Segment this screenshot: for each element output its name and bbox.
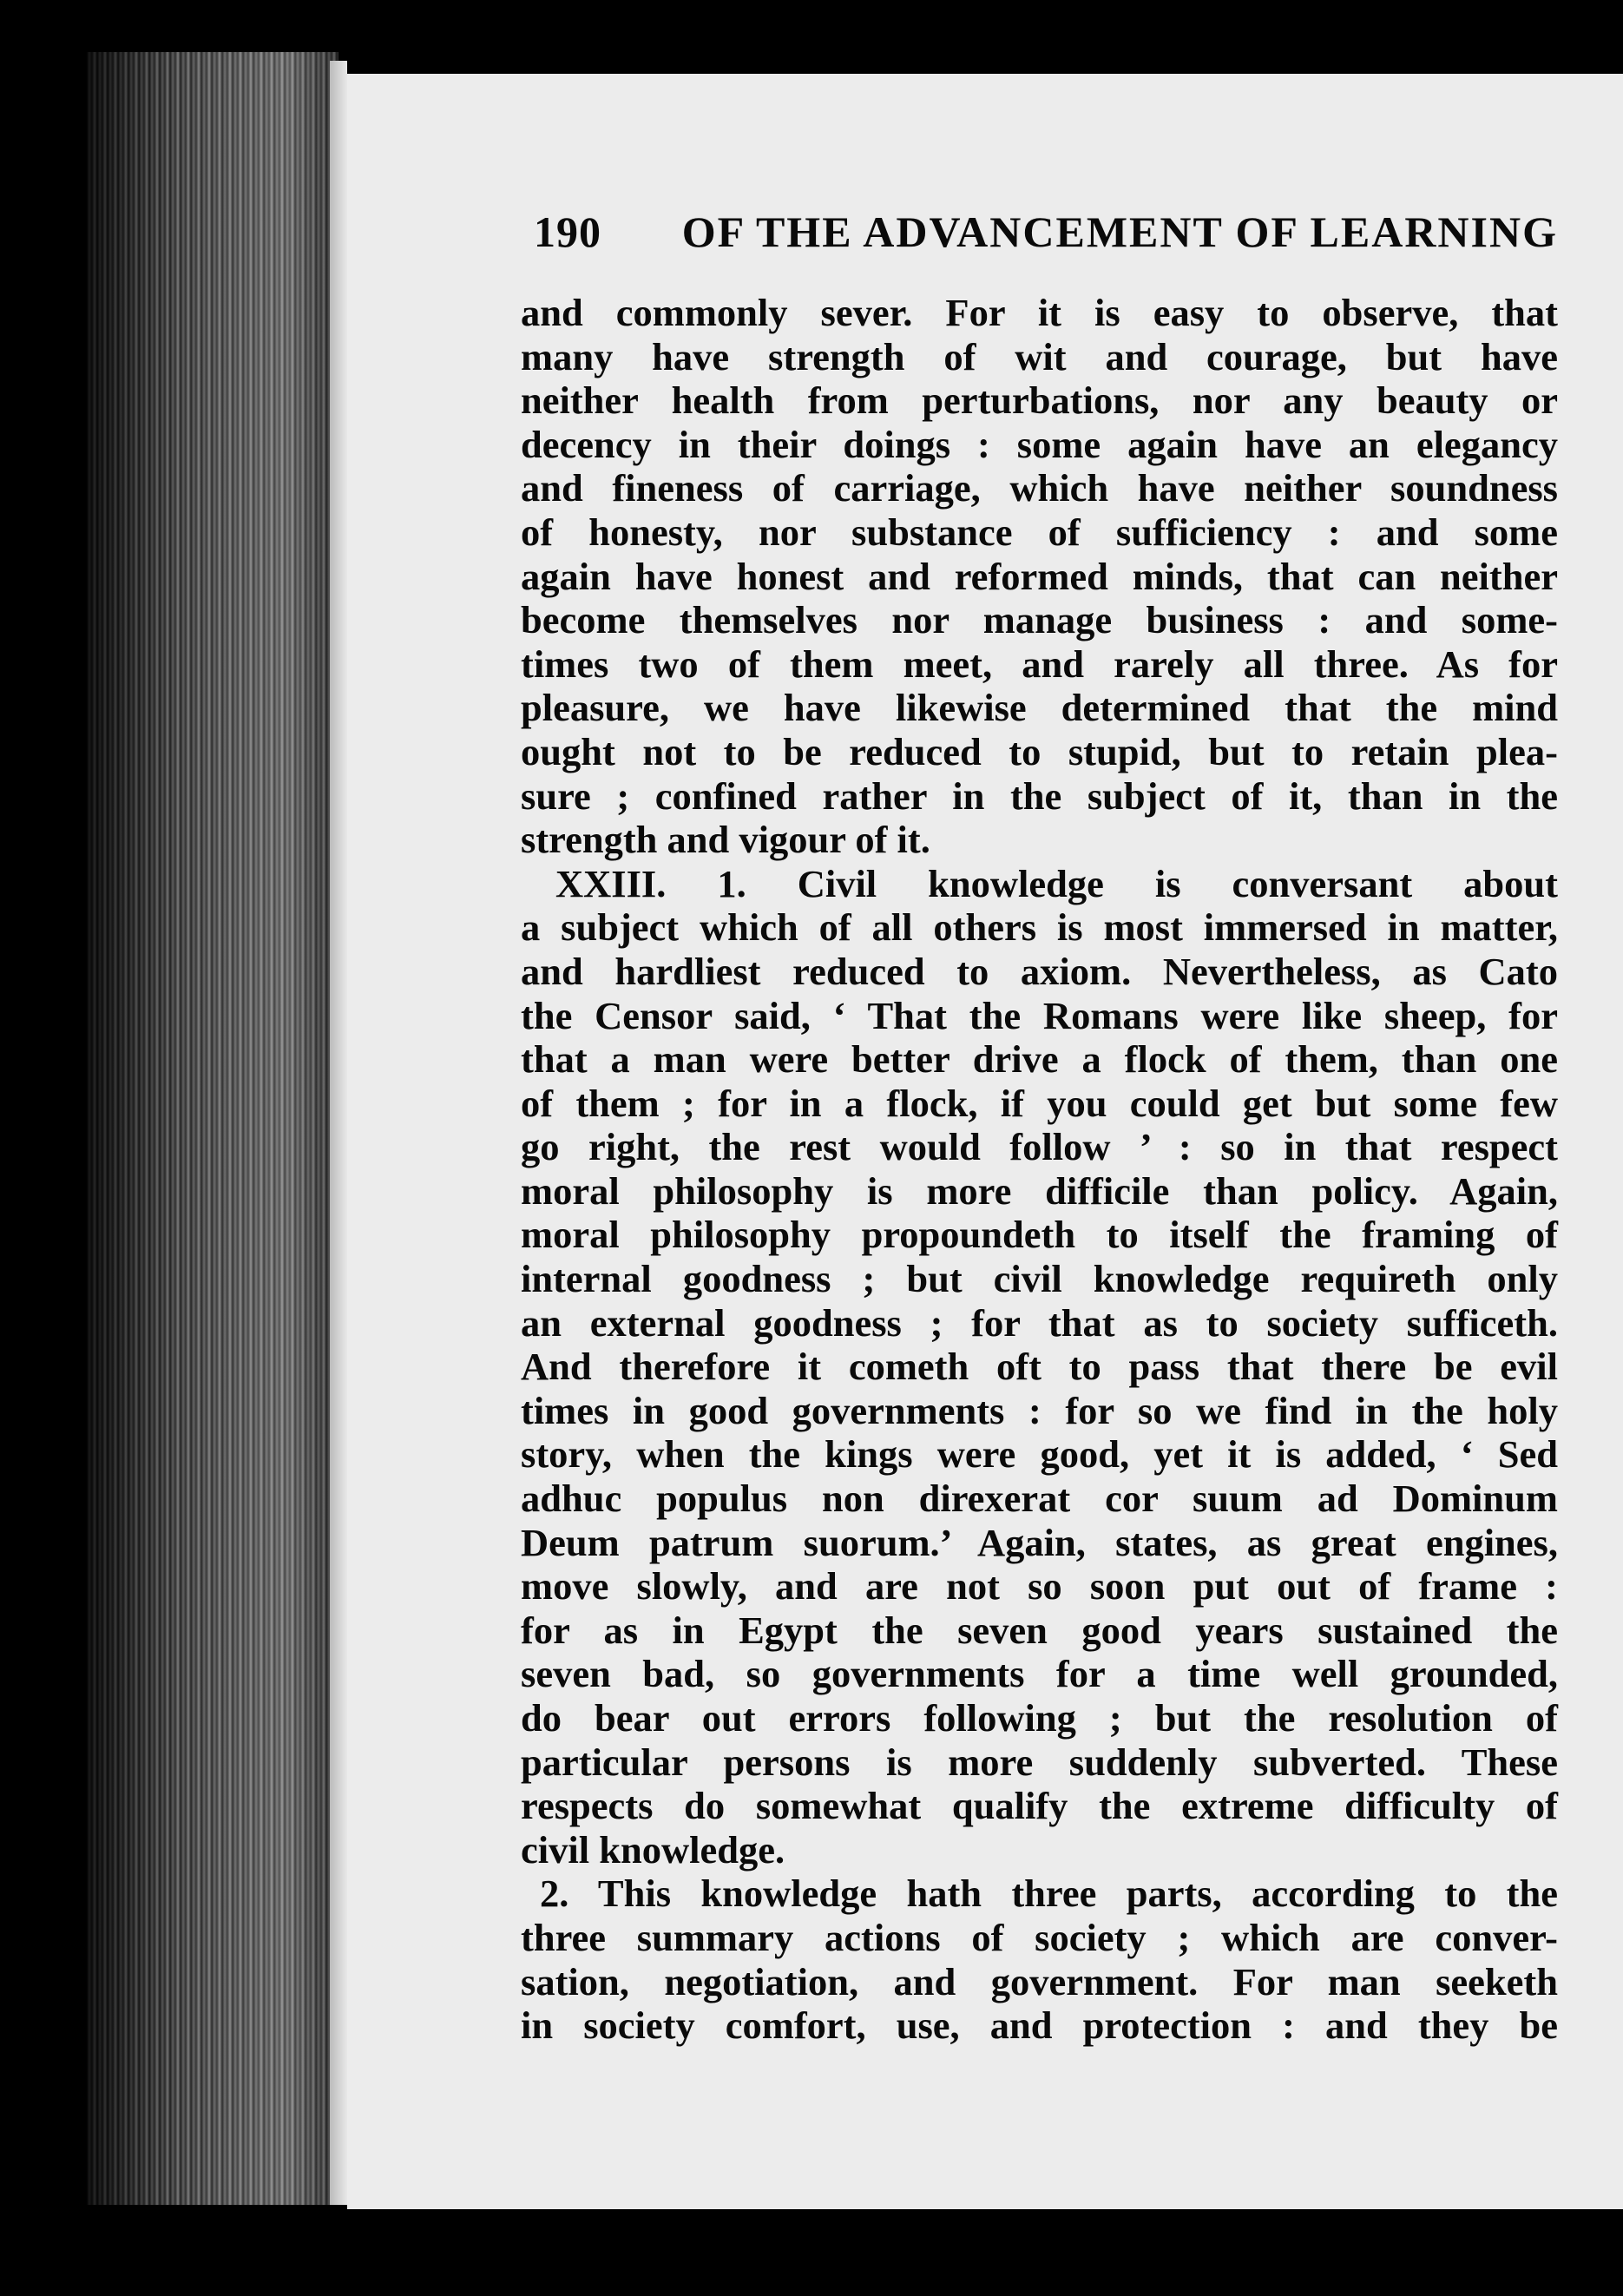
scan-background xyxy=(347,2209,1623,2296)
page-number: 190 xyxy=(534,207,601,256)
text-line: Deum patrum suorum.’ Again, states, as great engines, xyxy=(521,1520,1558,1564)
text-line: of them ; for in a flock, if you could get but some few xyxy=(521,1081,1558,1125)
text-line: that a man were better drive a flock of them, than one xyxy=(521,1037,1558,1082)
text-line: And therefore it cometh oft to pass that there be evil xyxy=(521,1345,1558,1389)
text-line: moral philosophy is more difficile than policy. Again, xyxy=(521,1168,1558,1213)
text-line: of honesty, nor substance of sufficiency : and some xyxy=(521,510,1558,554)
text-line: three summary actions of society ; which are conver- xyxy=(521,1915,1558,1959)
page-gutter xyxy=(330,61,347,2205)
text-line: many have strength of wit and courage, but have xyxy=(521,334,1558,378)
text-line: the Censor said, ‘ That the Romans were like sheep, for xyxy=(521,993,1558,1037)
text-line: times in good governments : for so we find in the holy xyxy=(521,1388,1558,1432)
running-title: OF THE ADVANCEMENT OF LEARNING xyxy=(681,207,1558,256)
text-line: do bear out errors following ; but the resolution of xyxy=(521,1696,1558,1740)
text-line: and fineness of carriage, which have neither soundness xyxy=(521,466,1558,510)
text-line: neither health from perturbations, nor any beauty or xyxy=(521,378,1558,423)
text-line: story, when the kings were good, yet it is added, ‘ Sed xyxy=(521,1432,1558,1477)
text-line: for as in Egypt the seven good years sustained the xyxy=(521,1608,1558,1652)
text-line: an external goodness ; for that as to society sufficeth. xyxy=(521,1300,1558,1345)
book-page-edges xyxy=(87,52,338,2205)
text-line: decency in their doings : some again have an elegancy xyxy=(521,422,1558,466)
text-line: move slowly, and are not so soon put out of frame : xyxy=(521,1564,1558,1609)
text-line: respects do somewhat qualify the extreme difficulty of xyxy=(521,1784,1558,1828)
text-line: in society comfort, use, and protection : and they be xyxy=(521,2003,1558,2048)
text-line: go right, the rest would follow ’ : so in that respect xyxy=(521,1125,1558,1169)
text-line: particular persons is more suddenly subverted. These xyxy=(521,1740,1558,1784)
text-line: adhuc populus non direxerat cor suum ad Dominum xyxy=(521,1477,1558,1521)
text-line: civil knowledge. xyxy=(521,1827,785,1872)
text-line: and hardliest reduced to axiom. Nevertheless, as Cato xyxy=(521,949,1558,993)
text-line: ought not to be reduced to stupid, but to retain plea- xyxy=(521,729,1558,773)
section-heading-line: XXIII. 1. Civil knowledge is conversant about xyxy=(555,861,1558,905)
text-line: sure ; confined rather in the subject of it, than in the xyxy=(521,773,1558,818)
text-line: seven bad, so governments for a time well grounded, xyxy=(521,1652,1558,1696)
text-line: sation, negotiation, and government. For man seeketh xyxy=(521,1959,1558,2003)
text-line: moral philosophy propoundeth to itself the framing of xyxy=(521,1213,1558,1257)
text-line: times two of them meet, and rarely all three. As for xyxy=(521,641,1558,686)
text-line: strength and vigour of it. xyxy=(521,818,930,862)
text-line: internal goodness ; but civil knowledge requireth only xyxy=(521,1257,1558,1301)
text-line: pleasure, we have likewise determined that the mind xyxy=(521,686,1558,730)
text-line: 2. This knowledge hath three parts, according to the xyxy=(540,1872,1558,1916)
text-line: become themselves nor manage business : and some- xyxy=(521,598,1558,642)
body-text xyxy=(521,291,1558,2048)
text-line: again have honest and reformed minds, that can neither xyxy=(521,554,1558,598)
text-line: a subject which of all others is most immersed in matter, xyxy=(521,905,1558,950)
text-line: and commonly sever. For it is easy to observe, that xyxy=(521,291,1558,334)
page-header xyxy=(534,207,1558,257)
